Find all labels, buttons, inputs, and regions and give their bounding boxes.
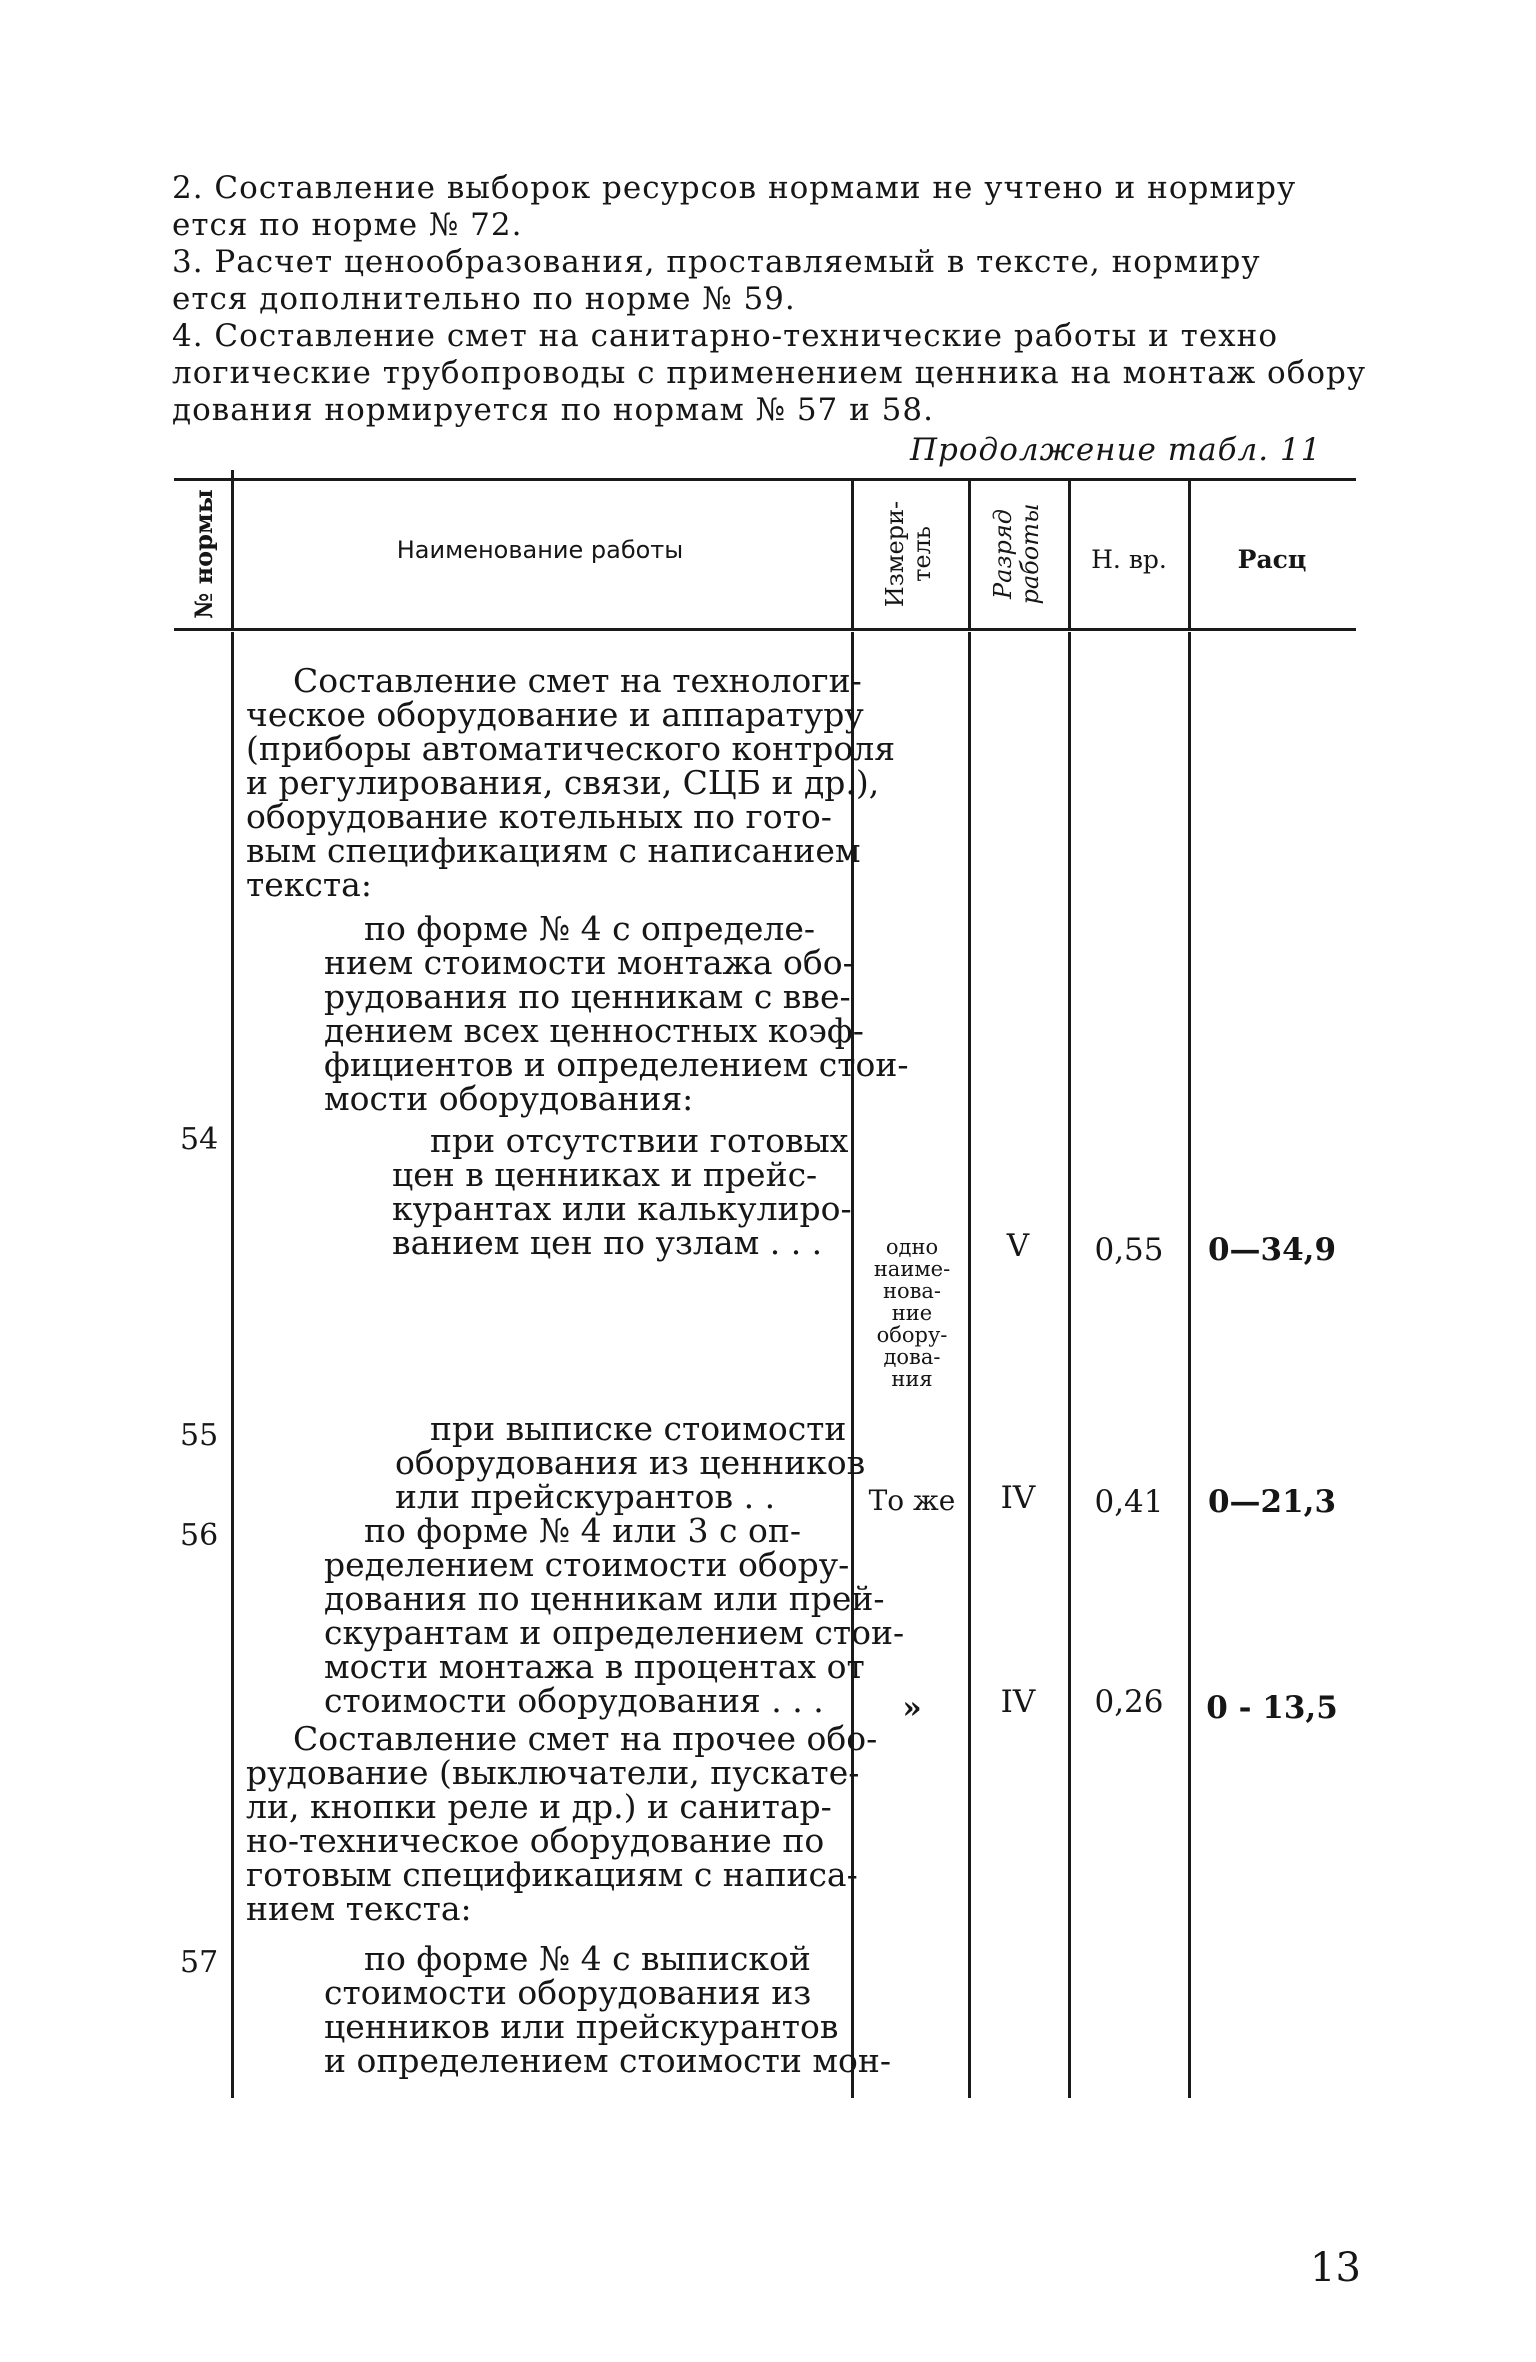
header-grade-line-1: Разряд — [989, 509, 1017, 600]
work-line: но-техническое оборудование по — [246, 1821, 825, 1860]
work-line: стоимости оборудования . . . — [324, 1681, 824, 1720]
header-divider-3 — [968, 478, 971, 628]
continuation-caption: Продолжение табл. 11 — [910, 432, 1322, 468]
work-line: оборудования из ценников — [395, 1443, 866, 1482]
work-line: стоимости оборудования из — [324, 1973, 812, 2012]
work-line: фициентов и определением стои- — [324, 1045, 909, 1084]
work-line: дением всех ценностных коэф- — [324, 1011, 864, 1050]
norm-number-56: 56 — [180, 1518, 219, 1553]
header-divider-1 — [231, 470, 234, 628]
work-line: нием текста: — [246, 1889, 472, 1928]
work-line: курантах или калькулиро- — [392, 1189, 852, 1228]
work-line: ределением стоимости обору- — [324, 1545, 850, 1584]
grade-cell-54: V — [1006, 1228, 1030, 1264]
note-4-line-2: логические трубопроводы с применением ценника на монтаж обору — [172, 355, 1367, 391]
work-line: рудования по ценникам с вве- — [324, 977, 851, 1016]
note-2-line-2: ется по норме № 72. — [172, 207, 523, 243]
work-line: текста: — [246, 865, 372, 904]
body-divider-3 — [968, 632, 971, 2098]
body-divider-5 — [1188, 632, 1191, 2098]
header-time: Н. вр. — [1091, 545, 1167, 574]
unit-line: дова- — [883, 1345, 941, 1369]
work-line: вым спецификациям с написанием — [246, 831, 861, 870]
header-divider-5 — [1188, 478, 1191, 628]
unit-line: одно — [885, 1235, 939, 1259]
rate-cell-54: 0—34,9 — [1207, 1232, 1337, 1268]
note-3-line-2: ется дополнительно по норме № 59. — [172, 281, 796, 317]
norm-number-57: 57 — [180, 1945, 219, 1980]
work-line: оборудование котельных по гото- — [246, 797, 832, 836]
header-unit — [882, 479, 938, 629]
grade-cell-55: IV — [1000, 1480, 1036, 1516]
unit-line: обору- — [876, 1323, 948, 1347]
unit-cell-54 — [857, 1236, 967, 1390]
work-line: при отсутствии готовых — [430, 1121, 849, 1160]
header-work-name: Наименование работы — [396, 536, 684, 564]
work-line: скурантам и определением стои- — [324, 1613, 905, 1652]
header-grade-line-2: работы — [1016, 503, 1044, 605]
unit-line: ния — [891, 1367, 933, 1391]
work-line: мости оборудования: — [324, 1079, 694, 1118]
work-line: ли, кнопки реле и др.) и санитар- — [246, 1787, 832, 1826]
work-line: ческое оборудование и аппаратуру — [246, 695, 864, 734]
header-unit-line-1: Измери- — [881, 500, 909, 608]
table-header-rule — [174, 628, 1356, 631]
work-line: мости монтажа в процентах от — [324, 1647, 865, 1686]
header-grade — [990, 479, 1046, 629]
header-divider-2 — [851, 478, 854, 628]
work-line: ценников или прейскурантов — [324, 2007, 839, 2046]
rate-cell-55: 0—21,3 — [1207, 1484, 1337, 1520]
header-divider-4 — [1068, 478, 1071, 628]
norm-number-54: 54 — [180, 1122, 219, 1157]
time-cell-54: 0,55 — [1094, 1232, 1164, 1268]
work-line: Составление смет на прочее обо- — [293, 1719, 878, 1758]
work-line: по форме № 4 с определе- — [364, 909, 816, 948]
note-4-line-3: дования нормируется по нормам № 57 и 58. — [172, 392, 934, 428]
work-line: дования по ценникам или прей- — [324, 1579, 885, 1618]
time-cell-56: 0,26 — [1094, 1684, 1164, 1720]
note-4-line-1: 4. Составление смет на санитарно-технические работы и техно — [172, 318, 1278, 354]
work-line: (приборы автоматического контроля — [246, 729, 896, 768]
work-line: готовым спецификациям с написа- — [246, 1855, 858, 1894]
work-line: по форме № 4 или 3 с оп- — [364, 1511, 801, 1550]
body-divider-4 — [1068, 632, 1071, 2098]
table-top-rule — [174, 478, 1356, 481]
page-number: 13 — [1310, 2245, 1361, 2291]
work-line: при выписке стоимости — [430, 1409, 847, 1448]
note-2-line-1: 2. Составление выборок ресурсов нормами не учтено и нормиру — [172, 170, 1297, 206]
header-unit-line-2: тель — [908, 526, 936, 582]
unit-line: ние — [891, 1301, 933, 1325]
work-line: или прейскурантов . . — [395, 1477, 776, 1516]
header-norm-number: № нормы — [189, 489, 218, 619]
work-line: Составление смет на технологи- — [293, 661, 862, 700]
work-line: и определением стоимости мон- — [324, 2041, 892, 2080]
time-cell-55: 0,41 — [1094, 1484, 1164, 1520]
grade-cell-56: IV — [1000, 1684, 1036, 1720]
note-3-line-1: 3. Расчет ценообразования, проставляемый в тексте, нормиру — [172, 244, 1261, 280]
unit-cell-55: То же — [868, 1484, 956, 1517]
work-line: и регулирования, связи, СЦБ и др.), — [246, 763, 880, 802]
unit-cell-56: » — [902, 1690, 922, 1726]
header-rate: Расц — [1237, 545, 1307, 574]
rate-cell-56: 0 - 13,5 — [1206, 1690, 1338, 1726]
body-divider-1 — [231, 632, 234, 2098]
work-line: нием стоимости монтажа обо- — [324, 943, 854, 982]
work-line: ванием цен по узлам . . . — [392, 1223, 823, 1262]
unit-line: нова- — [882, 1279, 942, 1303]
work-line: цен в ценниках и прейс- — [392, 1155, 818, 1194]
unit-line: наиме- — [873, 1257, 951, 1281]
work-line: рудование (выключатели, пускате- — [246, 1753, 860, 1792]
work-line: по форме № 4 с выпиской — [364, 1939, 811, 1978]
norm-number-55: 55 — [180, 1418, 219, 1453]
